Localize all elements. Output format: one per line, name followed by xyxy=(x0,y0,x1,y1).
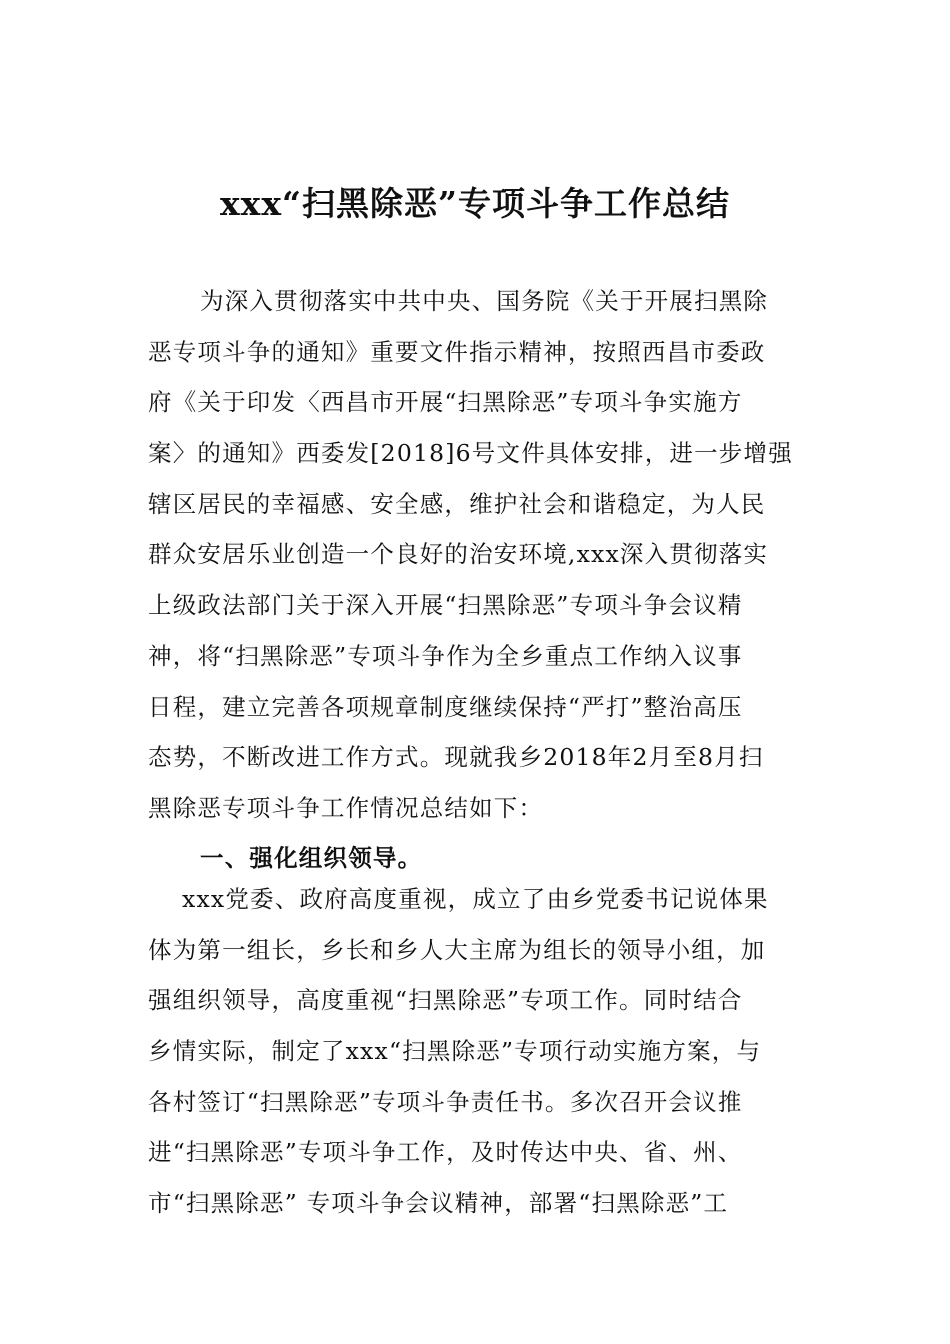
text-line: 黑除恶专项斗争工作情况总结如下： xyxy=(148,793,544,822)
text-line: 强组织领导，高度重视“扫黑除恶”专项工作。同时结合 xyxy=(148,986,743,1015)
text-line: 日程，建立完善各项规章制度继续保持“严打”整治高压 xyxy=(148,692,743,721)
text-line: 府《关于印发〈西昌市开展“扫黑除恶”专项斗争实施方 xyxy=(148,388,743,417)
text-line: 恶专项斗争的通知》重要文件指示精神，按照西昌市委政 xyxy=(148,337,766,366)
text-line: 案〉的通知》西委发[2018]6号文件具体安排，进一步增强 xyxy=(148,439,793,468)
text-line: 各村签订“扫黑除恶”专项斗争责任书。多次召开会议推 xyxy=(148,1087,743,1116)
text-line: 态势，不断改进工作方式。现就我乡2018年2月至8月扫 xyxy=(148,743,764,772)
text-line: 乡情实际，制定了xxx“扫黑除恶”专项行动实施方案，与 xyxy=(148,1037,762,1066)
text-line: 神，将“扫黑除恶”专项斗争作为全乡重点工作纳入议事 xyxy=(148,641,743,670)
paragraph-organization xyxy=(148,874,808,1229)
text-line: 市“扫黑除恶” 专项斗争会议精神，部署“扫黑除恶”工 xyxy=(148,1189,729,1218)
section-heading-text: 一、强化组织领导。 xyxy=(200,844,423,872)
text-line: xxx党委、政府高度重视，成立了由乡党委书记说体果 xyxy=(182,885,769,913)
text-line: 为深入贯彻落实中共中央、国务院《关于开展扫黑除 xyxy=(200,287,769,315)
document-title: xxx“扫黑除恶”专项斗争工作总结 xyxy=(220,184,730,223)
text-line: 群众安居乐业创造一个良好的治安环境,xxx深入贯彻落实 xyxy=(148,540,769,569)
text-line: 体为第一组长，乡长和乡人大主席为组长的领导小组，加 xyxy=(148,935,766,964)
text-line: 上级政法部门关于深入开展“扫黑除恶”专项斗争会议精 xyxy=(148,591,743,620)
text-line: 进“扫黑除恶”专项斗争工作，及时传达中央、省、州、 xyxy=(148,1138,743,1167)
paragraph-intro xyxy=(148,276,808,834)
text-line: 辖区居民的幸福感、安全感，维护社会和谐稳定，为人民 xyxy=(148,489,766,518)
